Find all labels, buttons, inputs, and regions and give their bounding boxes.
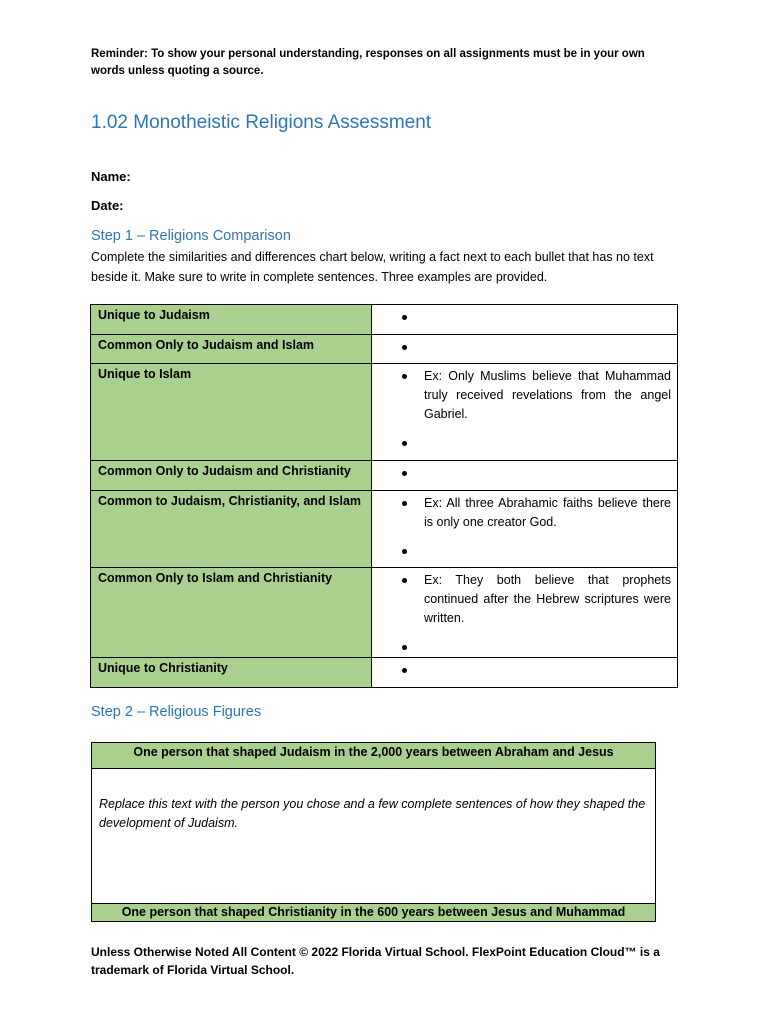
bullet-list (396, 494, 671, 561)
judaism-figure-answer-field[interactable]: Replace this text with the person you chose and a few complete sentences of how they shaped the development of Judaism. (92, 769, 656, 904)
row-label: Unique to Judaism (91, 305, 372, 335)
row-response-cell[interactable] (372, 335, 678, 364)
row-response-cell[interactable] (372, 364, 678, 461)
step2-heading: Step 2 – Religious Figures (91, 704, 262, 720)
bullet-list (396, 308, 671, 327)
document-title: 1.02 Monotheistic Religions Assessment (91, 112, 432, 133)
bullet-list (396, 338, 671, 357)
bullet-list (396, 661, 671, 680)
row-response-cell[interactable] (372, 658, 678, 688)
empty-fact-bullet[interactable] (396, 542, 671, 561)
table-row (91, 364, 678, 461)
example-fact-bullet: Ex: They both believe that prophets continued after the Hebrew scriptures were written. (396, 571, 671, 628)
bullet-list (396, 464, 671, 483)
row-label: Common Only to Islam and Christianity (91, 568, 372, 658)
table-row (92, 743, 656, 769)
table-row (91, 335, 678, 364)
bullet-list (396, 367, 671, 453)
table-row (91, 491, 678, 568)
table-row (91, 461, 678, 491)
empty-fact-bullet[interactable] (396, 638, 671, 657)
example-fact-bullet: Ex: Only Muslims believe that Muhammad truly received revelations from the angel Gabriel. (396, 367, 671, 424)
empty-fact-bullet[interactable] (396, 434, 671, 453)
comparison-table (90, 304, 678, 688)
copyright-footer: Unless Otherwise Noted All Content © 2022 Florida Virtual School. FlexPoint Education Cloud™ is a trademark of Florida Virtual School. (91, 945, 660, 977)
judaism-figure-header: One person that shaped Judaism in the 2,000 years between Abraham and Jesus (92, 743, 656, 769)
row-response-cell[interactable] (372, 305, 678, 335)
table-row (91, 305, 678, 335)
row-label: Common to Judaism, Christianity, and Islam (91, 491, 372, 568)
reminder-note: Reminder: To show your personal understanding, responses on all assignments must be in your own words unless quoting a source. (91, 48, 645, 77)
bullet-list (396, 571, 671, 657)
empty-fact-bullet[interactable] (396, 338, 671, 357)
row-label: Common Only to Judaism and Islam (91, 335, 372, 364)
row-response-cell[interactable] (372, 568, 678, 658)
step1-instructions: Complete the similarities and differences chart below, writing a fact next to each bullet that has no text beside it. Make sure to write in complete sentences. Three examples are provided. (91, 250, 654, 284)
table-row (92, 904, 656, 922)
table-row (91, 658, 678, 688)
row-label: Common Only to Judaism and Christianity (91, 461, 372, 491)
row-response-cell[interactable] (372, 461, 678, 491)
row-response-cell[interactable] (372, 491, 678, 568)
christianity-figure-header: One person that shaped Christianity in the 600 years between Jesus and Muhammad (92, 904, 656, 922)
row-label: Unique to Islam (91, 364, 372, 461)
date-label: Date: (91, 198, 124, 213)
row-label: Unique to Christianity (91, 658, 372, 688)
empty-fact-bullet[interactable] (396, 308, 671, 327)
example-fact-bullet: Ex: All three Abrahamic faiths believe there is only one creator God. (396, 494, 671, 532)
religious-figures-table (91, 742, 656, 922)
empty-fact-bullet[interactable] (396, 661, 671, 680)
table-row (92, 769, 656, 904)
table-row (91, 568, 678, 658)
step1-heading: Step 1 – Religions Comparison (91, 228, 291, 244)
name-label: Name: (91, 169, 131, 184)
empty-fact-bullet[interactable] (396, 464, 671, 483)
